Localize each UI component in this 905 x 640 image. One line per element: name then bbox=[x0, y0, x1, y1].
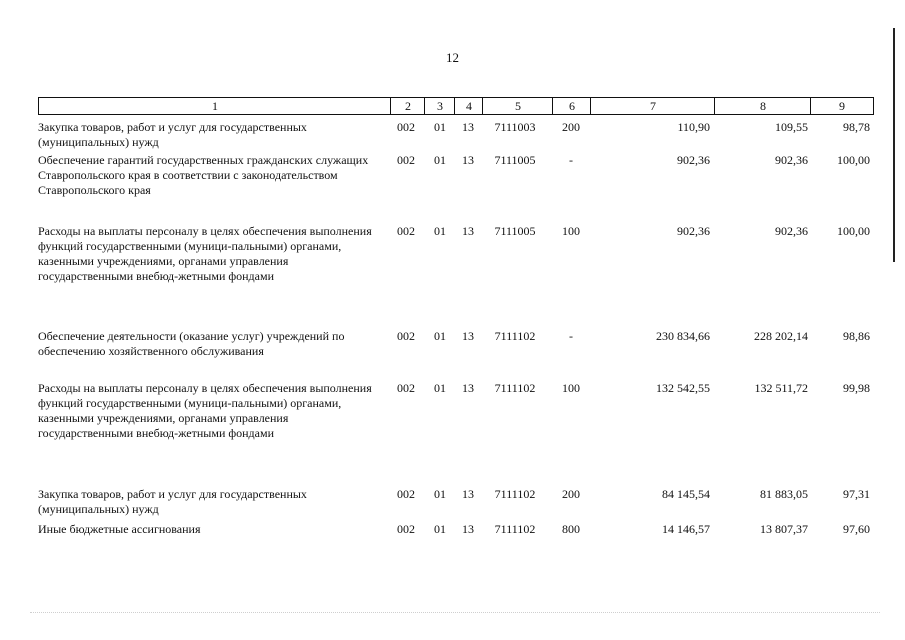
row-col-4: 13 bbox=[462, 329, 474, 343]
row-col-4: 13 bbox=[462, 381, 474, 395]
margin-line bbox=[893, 28, 895, 262]
row-col-7: 230 834,66 bbox=[656, 329, 710, 343]
row-col-2: 002 bbox=[397, 329, 415, 343]
row-col-2: 002 bbox=[397, 381, 415, 395]
row-col-8: 228 202,14 bbox=[754, 329, 808, 343]
header-cell-3: 3 bbox=[424, 97, 455, 115]
header-cell-7: 7 bbox=[590, 97, 715, 115]
row-name: Расходы на выплаты персоналу в целях обеспечения выполнения функций государственными (муници-пальными) органами, казенными учреждениями, органами управления государственными внебюд-жетными фондами bbox=[38, 224, 372, 283]
row-col-9: 100,00 bbox=[837, 153, 870, 167]
row-col-3: 01 bbox=[434, 120, 446, 134]
header-cell-4: 4 bbox=[454, 97, 483, 115]
row-col-8: 13 807,37 bbox=[760, 522, 808, 536]
row-col-5: 7111003 bbox=[494, 120, 536, 134]
row-col-7: 902,36 bbox=[677, 224, 710, 238]
row-col-4: 13 bbox=[462, 153, 474, 167]
row-col-4: 13 bbox=[462, 522, 474, 536]
row-col-8: 902,36 bbox=[775, 153, 808, 167]
row-col-4: 13 bbox=[462, 224, 474, 238]
row-col-7: 84 145,54 bbox=[662, 487, 710, 501]
row-col-2: 002 bbox=[397, 120, 415, 134]
row-col-8: 81 883,05 bbox=[760, 487, 808, 501]
row-name: Закупка товаров, работ и услуг для государственных (муниципальных) нужд bbox=[38, 487, 307, 516]
row-col-5: 7111102 bbox=[494, 329, 536, 343]
header-cell-9: 9 bbox=[810, 97, 874, 115]
header-cell-1: 1 bbox=[38, 97, 391, 115]
page-number: 12 bbox=[446, 50, 459, 65]
row-col-7: 132 542,55 bbox=[656, 381, 710, 395]
row-name: Обеспечение деятельности (оказание услуг) учреждений по обеспечению хозяйственного обслуживания bbox=[38, 329, 345, 358]
row-name: Расходы на выплаты персоналу в целях обеспечения выполнения функций государственными (муници-пальными) органами, казенными учреждениями, органами управления государственными внебюд-жетными фондами bbox=[38, 381, 372, 440]
row-col-6: 200 bbox=[562, 487, 580, 501]
header-cell-2: 2 bbox=[390, 97, 425, 115]
header-cell-6: 6 bbox=[552, 97, 591, 115]
row-col-8: 132 511,72 bbox=[754, 381, 808, 395]
row-col-9: 99,98 bbox=[843, 381, 870, 395]
row-name: Закупка товаров, работ и услуг для государственных (муниципальных) нужд bbox=[38, 120, 307, 149]
row-col-9: 97,31 bbox=[843, 487, 870, 501]
row-col-6: - bbox=[569, 329, 573, 343]
row-col-7: 14 146,57 bbox=[662, 522, 710, 536]
row-col-3: 01 bbox=[434, 224, 446, 238]
row-col-2: 002 bbox=[397, 224, 415, 238]
row-col-9: 98,86 bbox=[843, 329, 870, 343]
row-name: Иные бюджетные ассигнования bbox=[38, 522, 201, 536]
row-col-3: 01 bbox=[434, 153, 446, 167]
row-col-4: 13 bbox=[462, 487, 474, 501]
row-col-7: 110,90 bbox=[677, 120, 710, 134]
row-col-5: 7111102 bbox=[494, 381, 536, 395]
row-col-6: 100 bbox=[562, 381, 580, 395]
row-col-2: 002 bbox=[397, 522, 415, 536]
row-col-8: 109,55 bbox=[775, 120, 808, 134]
row-col-8: 902,36 bbox=[775, 224, 808, 238]
row-col-2: 002 bbox=[397, 487, 415, 501]
row-col-3: 01 bbox=[434, 487, 446, 501]
row-col-3: 01 bbox=[434, 522, 446, 536]
row-col-6: - bbox=[569, 153, 573, 167]
row-col-7: 902,36 bbox=[677, 153, 710, 167]
row-col-6: 200 bbox=[562, 120, 580, 134]
row-col-5: 7111102 bbox=[494, 487, 536, 501]
row-col-5: 7111005 bbox=[494, 224, 536, 238]
row-col-6: 100 bbox=[562, 224, 580, 238]
header-cell-5: 5 bbox=[482, 97, 553, 115]
row-col-3: 01 bbox=[434, 381, 446, 395]
row-name: Обеспечение гарантий государственных гражданских служащих Ставропольского края в соответствии с законодательством Ставропольского края bbox=[38, 153, 369, 197]
row-col-9: 97,60 bbox=[843, 522, 870, 536]
scan-artifact-line bbox=[30, 612, 880, 614]
row-col-9: 98,78 bbox=[843, 120, 870, 134]
row-col-4: 13 bbox=[462, 120, 474, 134]
row-col-9: 100,00 bbox=[837, 224, 870, 238]
row-col-2: 002 bbox=[397, 153, 415, 167]
table-header bbox=[38, 97, 874, 115]
header-cell-8: 8 bbox=[714, 97, 811, 115]
row-col-5: 7111005 bbox=[494, 153, 536, 167]
row-col-5: 7111102 bbox=[494, 522, 536, 536]
row-col-3: 01 bbox=[434, 329, 446, 343]
row-col-6: 800 bbox=[562, 522, 580, 536]
